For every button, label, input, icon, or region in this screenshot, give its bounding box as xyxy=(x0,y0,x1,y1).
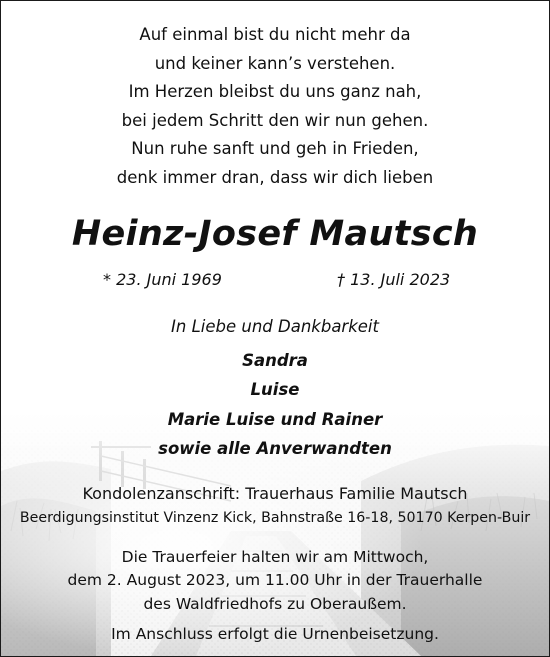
mourner-name: Luise xyxy=(250,380,300,400)
poem-line: bei jedem Schritt den wir nun gehen. xyxy=(121,110,429,130)
mourner-name: Marie Luise und Rainer xyxy=(167,409,383,429)
mourners-list xyxy=(1,346,549,464)
funeral-service-info xyxy=(1,546,549,617)
thanks-line: In Liebe und Dankbarkeit xyxy=(171,316,379,336)
service-line: Die Trauerfeier halten wir am Mittwoch, xyxy=(121,547,429,566)
condolence-contact xyxy=(1,482,549,530)
condolence-address-title: Kondolenzanschrift: Trauerhaus Familie Mautsch xyxy=(82,483,468,503)
poem-line: und keiner kann’s verstehen. xyxy=(154,53,396,73)
deceased-name: Heinz-Josef Mautsch xyxy=(71,213,479,254)
mourner-name: Sandra xyxy=(242,350,308,370)
poem-line: denk immer dran, dass wir dich lieben xyxy=(116,167,434,187)
poem-line: Im Herzen bleibst du uns ganz nah, xyxy=(128,82,422,102)
urn-burial-note: Im Anschluss erfolgt die Urnenbeisetzung. xyxy=(111,625,439,644)
poem-line: Auf einmal bist du nicht mehr da xyxy=(139,25,411,44)
life-dates xyxy=(1,270,549,294)
poem-line: Nun ruhe sanft und geh in Frieden, xyxy=(131,139,419,159)
obituary-content xyxy=(1,1,549,646)
service-line: des Waldfriedhofs zu Oberaußem. xyxy=(143,594,407,613)
death-date: † 13. Juli 2023 xyxy=(337,269,451,289)
service-line: dem 2. August 2023, um 11.00 Uhr in der Trauerhalle xyxy=(67,571,483,590)
funeral-home-address: Beerdigungsinstitut Vinzenz Kick, Bahnstraße 16-18, 50170 Kerpen-Buir xyxy=(19,509,531,526)
birth-date: * 23. Juni 1969 xyxy=(103,269,222,289)
poem xyxy=(1,1,549,193)
mourner-name: sowie alle Anverwandten xyxy=(158,439,392,459)
